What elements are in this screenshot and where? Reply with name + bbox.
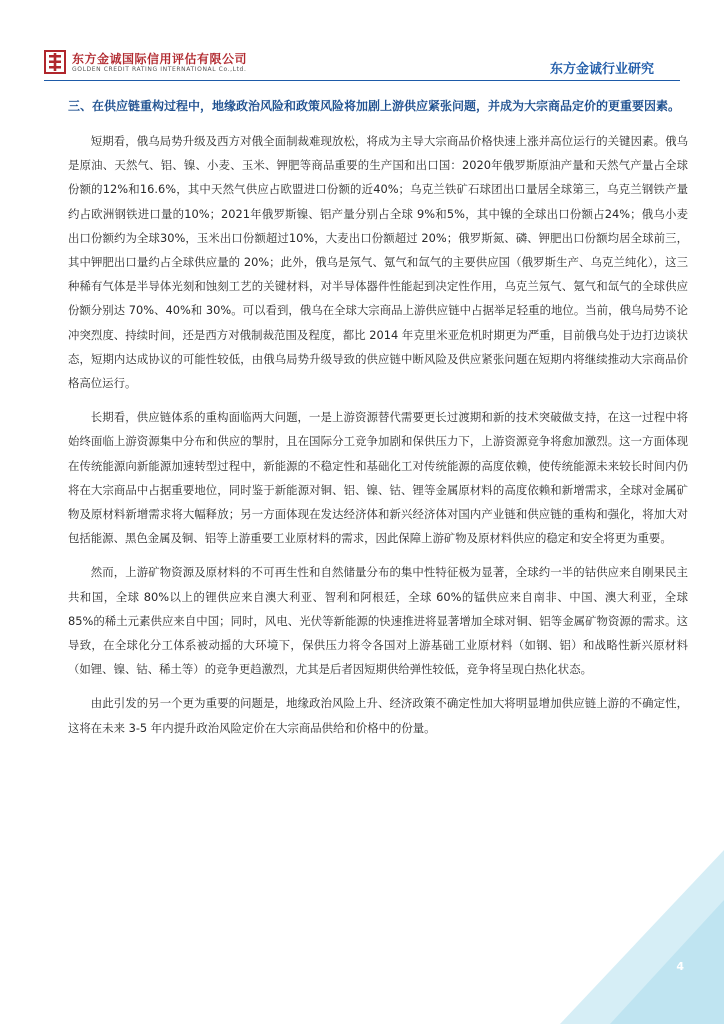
section-heading: 三、在供应链重构过程中，地缘政治风险和政策风险将加剧上游供应紧张问题，并成为大宗商品定价的更重要因素。 [68, 99, 681, 113]
report-series-title: 东方金诚行业研究 [549, 62, 654, 77]
paragraph-political-risk: 由此引发的另一个更为重要的问题是，地缘政治风险上升、经济政策不确定性加大将明显增加供应链上游的不确定性，这将在未来 3-5 年内提升政治风险定价在大宗商品供给和价格中的份量。 [68, 696, 688, 735]
company-name-english: GOLDEN CREDIT RATING INTERNATIONAL Co.,Ltd. [72, 66, 247, 73]
paragraph-long-term: 长期看，供应链体系的重构面临两大问题，一是上游资源替代需要更长过渡期和新的技术突破做支持，在这一过程中将始终面临上游资源集中分布和供应的掣肘，且在国际分工竞争加剧和保供压力下，上游资源竞争将愈加激烈。这一方面体现在传统能源向新能源加速转型过程中，新能源的不稳定性和基础化工对传统能源的高度依赖，使传统能源未来较长时间内仍将在大宗商品中占据重要地位，同时鉴于新能源对铜、铝、镍、钴、锂等金属原材料的高度依赖和新增需求，全球对金属矿物及原材料新增需求将大幅释放；另一方面体现在发达经济体和新兴经济体对国内产业链和供应链的重构和强化，将加大对包括能源、黑色金属及铜、铝等上游重要工业原材料的需求，因此保障上游矿物及原材料供应的稳定和安全将更为重要。 [68, 410, 688, 546]
company-name: 东方金诚国际信用评估有限公司 [72, 52, 248, 66]
paragraph-resource-concentration: 然而，上游矿物资源及原材料的不可再生性和自然储量分布的集中性特征极为显著，全球约一半的钴供应来自刚果民主共和国，全球 80%以上的锂供应来自澳大利亚、智利和阿根廷，全球 60%的锰供应来自南非、中国、澳大利亚，全球 85%的稀土元素供应来自中国；同时，风电、光伏等新能源的快速推进将显著增加全球对铜、铝等金属矿物资源的需求。这导致，在全球化分工体系被动摇的大环境下，保供压力将令各国对上游基础工业原材料（如钢、铝）和战略性新兴原材料（如锂、镍、钴、稀土等）的竞争更趋激烈，尤其是后者因短期供给弹性较低，竞争将呈现白热化状态。 [68, 565, 688, 677]
paragraph-short-term: 短期看，俄乌局势升级及西方对俄全面制裁难现放松，将成为主导大宗商品价格快速上涨并高位运行的关键因素。俄乌是原油、天然气、铝、镍、小麦、玉米、钾肥等商品重要的生产国和出口国：2020年俄罗斯原油产量和天然气产量占全球份额的12%和16.6%，其中天然气供应占欧盟进口份额的近40%；乌克兰铁矿石球团出口量居全球第三，乌克兰钢铁产量约占欧洲钢铁进口量的10%；2021年俄罗斯镍、铝产量分别占全球 9%和5%，其中镍的全球出口份额占24%；俄乌小麦出口份额约为全球30%，玉米出口份额超过10%，大麦出口份额超过 20%；俄罗斯氮、磷、钾肥出口份额均居全球前三，其中钾肥出口量约占全球供应量的 20%；此外，俄乌是氖气、氪气和氙气的主要供应国（俄罗斯生产、乌克兰纯化），这三种稀有气体是半导体光刻和蚀刻工艺的关键材料，对半导体器件性能起到决定性作用，乌克兰氖气、氪气和氙气的全球供应份额分别达 70%、40%和 30%。可以看到，俄乌在全球大宗商品上游供应链中占据举足轻重的地位。当前，俄乌局势不论冲突烈度、持续时间，还是西方对俄制裁范围及程度，都比 2014 年克里米亚危机时期更为严重，目前俄乌处于边打边谈状态，短期内达成协议的可能性较低，由俄乌局势升级导致的供应链中断风险及供应紧张问题在短期内将继续推动大宗商品价格高位运行。 [68, 134, 688, 391]
page-number: 4 [676, 960, 684, 973]
